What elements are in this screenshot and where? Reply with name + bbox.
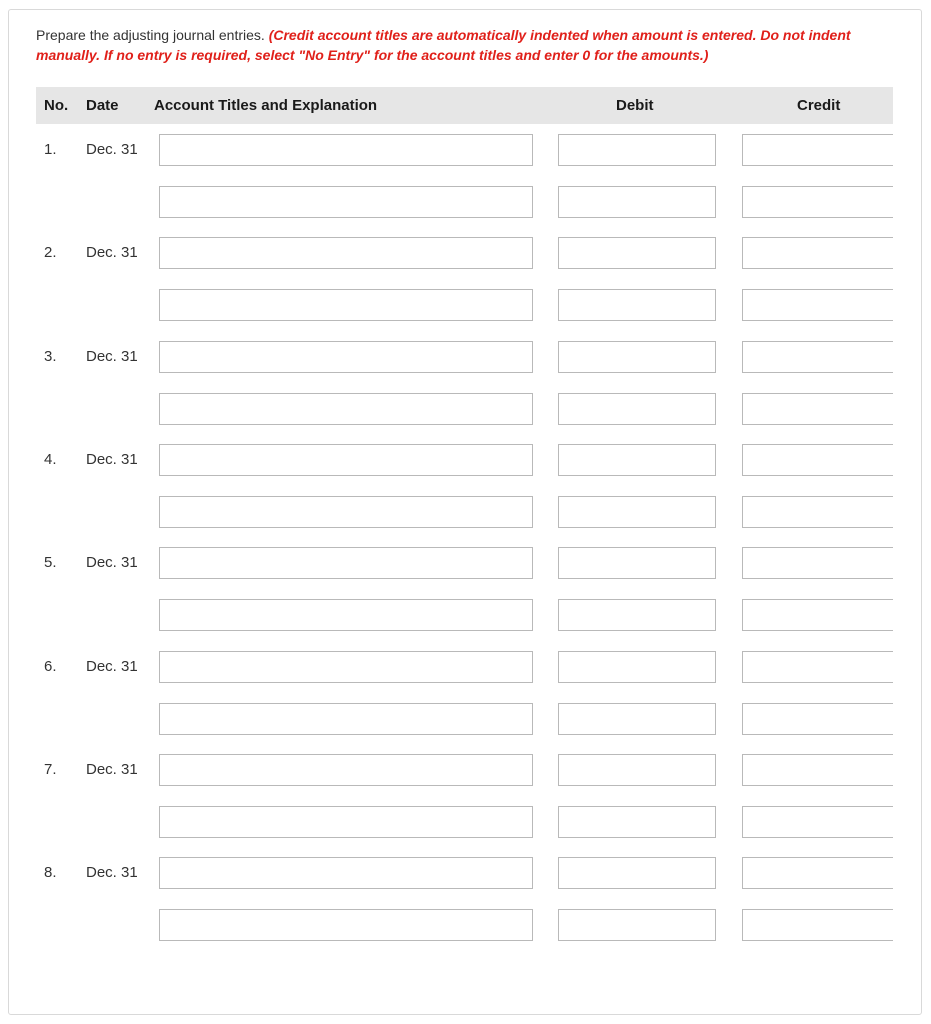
entry-date: Dec. 31 <box>86 554 138 571</box>
credit-input[interactable] <box>742 393 893 425</box>
credit-input[interactable] <box>742 857 893 889</box>
account-title-input[interactable] <box>159 547 533 579</box>
credit-input[interactable] <box>742 134 893 166</box>
entry-date: Dec. 31 <box>86 864 138 881</box>
header-account-titles: Account Titles and Explanation <box>154 97 378 114</box>
account-title-input[interactable] <box>159 806 533 838</box>
entry-date: Dec. 31 <box>86 658 138 675</box>
entry-number: 3. <box>44 348 57 365</box>
debit-input[interactable] <box>558 341 716 373</box>
credit-input[interactable] <box>742 754 893 786</box>
account-title-input[interactable] <box>159 289 533 321</box>
account-title-input[interactable] <box>159 909 533 941</box>
account-title-input[interactable] <box>159 754 533 786</box>
debit-input[interactable] <box>558 393 716 425</box>
account-title-input[interactable] <box>159 703 533 735</box>
account-title-input[interactable] <box>159 496 533 528</box>
credit-input[interactable] <box>742 186 893 218</box>
entry-number: 8. <box>44 864 57 881</box>
entry-number: 5. <box>44 554 57 571</box>
debit-input[interactable] <box>558 237 716 269</box>
credit-input[interactable] <box>742 547 893 579</box>
debit-input[interactable] <box>558 703 716 735</box>
instructions-text: Prepare the adjusting journal entries. <box>36 27 269 43</box>
debit-input[interactable] <box>558 289 716 321</box>
header-no: No. <box>44 97 69 114</box>
account-title-input[interactable] <box>159 134 533 166</box>
instructions <box>36 25 866 65</box>
credit-input[interactable] <box>742 237 893 269</box>
debit-input[interactable] <box>558 186 716 218</box>
entry-number: 7. <box>44 761 57 778</box>
credit-input[interactable] <box>742 341 893 373</box>
account-title-input[interactable] <box>159 599 533 631</box>
debit-input[interactable] <box>558 806 716 838</box>
debit-input[interactable] <box>558 547 716 579</box>
entry-date: Dec. 31 <box>86 244 138 261</box>
entry-date: Dec. 31 <box>86 451 138 468</box>
credit-input[interactable] <box>742 651 893 683</box>
entry-date: Dec. 31 <box>86 761 138 778</box>
debit-input[interactable] <box>558 444 716 476</box>
entry-date: Dec. 31 <box>86 348 138 365</box>
entry-number: 2. <box>44 244 57 261</box>
credit-input[interactable] <box>742 444 893 476</box>
account-title-input[interactable] <box>159 186 533 218</box>
credit-input[interactable] <box>742 703 893 735</box>
account-title-input[interactable] <box>159 237 533 269</box>
debit-input[interactable] <box>558 909 716 941</box>
journal-table-header <box>36 87 893 124</box>
entry-number: 4. <box>44 451 57 468</box>
account-title-input[interactable] <box>159 393 533 425</box>
debit-input[interactable] <box>558 134 716 166</box>
entry-number: 1. <box>44 141 57 158</box>
account-title-input[interactable] <box>159 857 533 889</box>
credit-input[interactable] <box>742 806 893 838</box>
credit-input[interactable] <box>742 909 893 941</box>
debit-input[interactable] <box>558 599 716 631</box>
account-title-input[interactable] <box>159 651 533 683</box>
debit-input[interactable] <box>558 857 716 889</box>
account-title-input[interactable] <box>159 341 533 373</box>
entry-number: 6. <box>44 658 57 675</box>
credit-input[interactable] <box>742 496 893 528</box>
header-credit: Credit <box>797 97 841 114</box>
credit-input[interactable] <box>742 599 893 631</box>
account-title-input[interactable] <box>159 444 533 476</box>
instructions-warning: (Credit account titles are automatically indented when amount is entered. Do not indent manually. If no entry is required, select "No Entry" for the account titles and enter 0 for the amounts.) <box>36 27 851 63</box>
debit-input[interactable] <box>558 754 716 786</box>
entry-date: Dec. 31 <box>86 141 138 158</box>
debit-input[interactable] <box>558 496 716 528</box>
debit-input[interactable] <box>558 651 716 683</box>
header-date: Date <box>86 97 119 114</box>
credit-input[interactable] <box>742 289 893 321</box>
header-debit: Debit <box>616 97 654 114</box>
